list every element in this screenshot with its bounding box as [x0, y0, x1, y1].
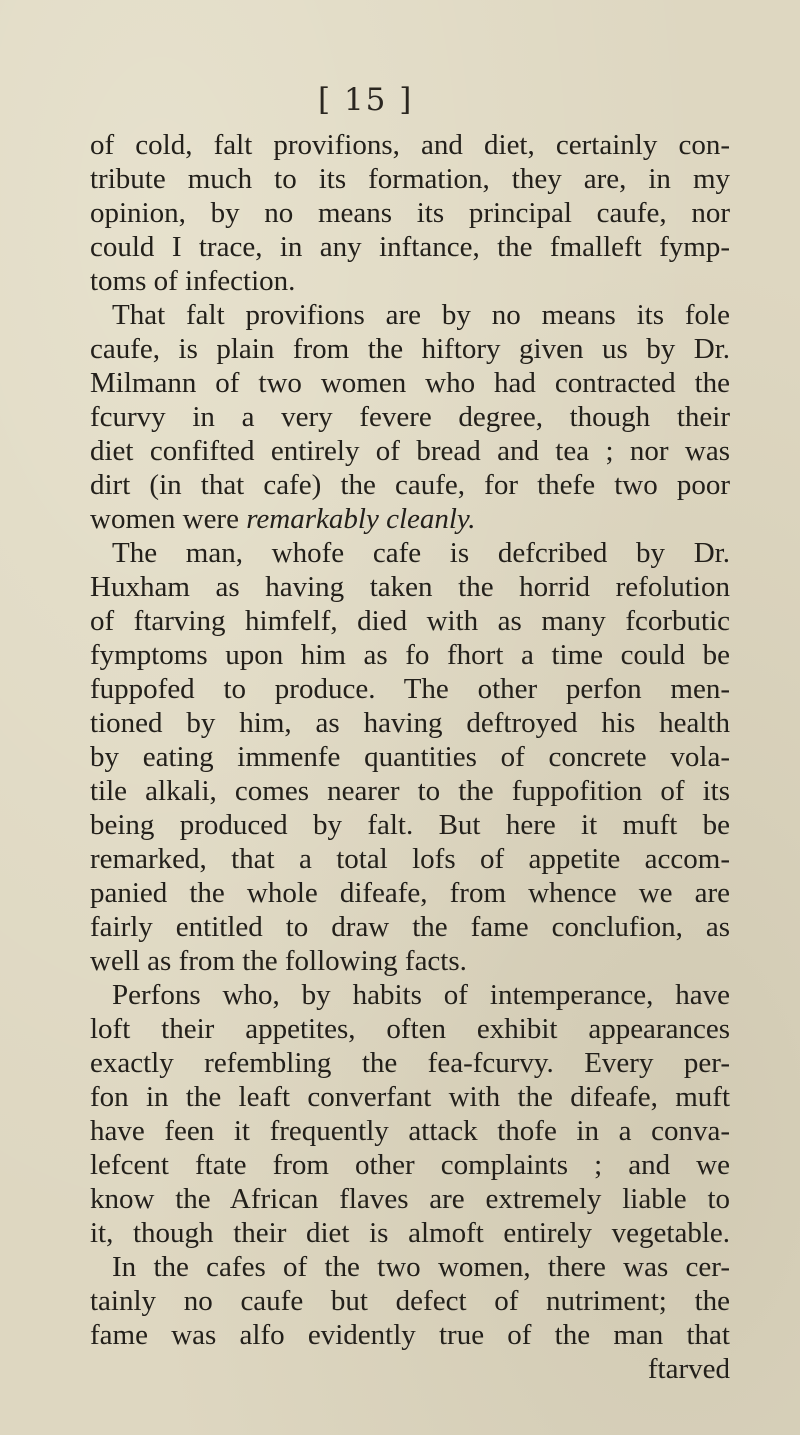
text-line	[90, 808, 730, 842]
text-line	[90, 774, 730, 808]
text-line	[90, 1318, 730, 1352]
text-line	[90, 1216, 730, 1250]
text-line	[90, 366, 730, 400]
text-line	[90, 230, 730, 264]
text-line-content: caufe, is plain from the hiftory given us by Dr.	[90, 333, 730, 365]
text-line	[90, 740, 730, 774]
text-line-content: Perfons who, by habits of intemperance, have	[112, 979, 730, 1011]
text-line	[90, 1114, 730, 1148]
text-line	[90, 332, 730, 366]
text-line	[90, 1284, 730, 1318]
text-line	[90, 128, 730, 162]
text-line	[90, 1080, 730, 1114]
text-line-content: have feen it frequently attack thofe in a conva-	[90, 1115, 730, 1147]
text-line-content: opinion, by no means its principal caufe, nor	[90, 197, 730, 229]
text-line-content: The man, whofe cafe is defcribed by Dr.	[112, 537, 730, 569]
text-line	[90, 298, 730, 332]
text-line-content: of cold, falt provifions, and diet, certainly con-	[90, 129, 730, 161]
text-line	[90, 162, 730, 196]
italic-emphasis: remarkably cleanly.	[246, 503, 476, 535]
text-line-content: fame was alfo evidently true of the man that	[90, 1319, 730, 1351]
text-line-content: tioned by him, as having deftroyed his health	[90, 707, 730, 739]
text-line	[90, 978, 730, 1012]
text-line-content: well as from the following facts.	[90, 945, 467, 977]
text-line-content: That falt provifions are by no means its fole	[112, 299, 730, 331]
text-line-content: loft their appetites, often exhibit appearances	[90, 1013, 730, 1045]
text-line-content: tribute much to its formation, they are, in my	[90, 163, 730, 195]
text-line	[90, 944, 730, 978]
text-line	[90, 502, 730, 536]
text-line-content: fairly entitled to draw the fame conclufion, as	[90, 911, 730, 943]
text-line	[90, 672, 730, 706]
page-number: [ 15 ]	[318, 82, 414, 118]
text-line-content: being produced by falt. But here it muft be	[90, 809, 730, 841]
text-line-content: of ftarving himfelf, died with as many fcorbutic	[90, 605, 730, 637]
text-line-content: remarked, that a total lofs of appetite accom-	[90, 843, 730, 875]
text-line-content: lefcent ftate from other complaints ; and we	[90, 1149, 730, 1181]
text-line	[90, 1012, 730, 1046]
text-line-content: panied the whole difeafe, from whence we are	[90, 877, 730, 909]
text-line-content: it, though their diet is almoft entirely vegetable.	[90, 1217, 730, 1249]
text-line-content: fon in the leaft converfant with the difeafe, muft	[90, 1081, 730, 1113]
text-line	[90, 1182, 730, 1216]
text-line-content: know the African flaves are extremely liable to	[90, 1183, 730, 1215]
text-line-content: exactly refembling the fea-fcurvy. Every per-	[90, 1047, 730, 1079]
text-line	[90, 604, 730, 638]
body-text	[90, 128, 730, 1386]
text-line	[90, 910, 730, 944]
text-line	[90, 264, 730, 298]
text-line	[90, 1250, 730, 1284]
text-line-content: tainly no caufe but defect of nutriment; the	[90, 1285, 730, 1317]
text-line	[90, 536, 730, 570]
text-line	[90, 842, 730, 876]
text-line-content: fymptoms upon him as fo fhort a time could be	[90, 639, 730, 671]
text-line	[90, 706, 730, 740]
text-line	[90, 468, 730, 502]
text-line	[90, 196, 730, 230]
text-line	[90, 400, 730, 434]
text-line-content: could I trace, in any inftance, the fmalleft fymp-	[90, 231, 730, 263]
text-line-content: fuppofed to produce. The other perfon men-	[90, 673, 730, 705]
text-line	[90, 638, 730, 672]
text-line-content: dirt (in that cafe) the caufe, for thefe two poor	[90, 469, 730, 501]
text-line-content: In the cafes of the two women, there was cer-	[112, 1251, 730, 1283]
text-line	[90, 1046, 730, 1080]
text-line	[90, 1352, 730, 1386]
text-line-content: Milmann of two women who had contracted the	[90, 367, 730, 399]
text-line-content: ftarved	[647, 1353, 730, 1385]
text-line-content: women were	[90, 503, 247, 535]
text-line-content: Huxham as having taken the horrid refolution	[90, 571, 730, 603]
text-line	[90, 434, 730, 468]
text-line	[90, 570, 730, 604]
text-line-content: diet confifted entirely of bread and tea ; nor was	[90, 435, 730, 467]
text-line-content: toms of infection.	[90, 265, 296, 297]
text-line	[90, 876, 730, 910]
text-line	[90, 1148, 730, 1182]
text-line-content: by eating immenfe quantities of concrete vola-	[90, 741, 730, 773]
text-line-content: tile alkali, comes nearer to the fuppofition of its	[90, 775, 730, 807]
text-line-content: fcurvy in a very fevere degree, though their	[90, 401, 730, 433]
